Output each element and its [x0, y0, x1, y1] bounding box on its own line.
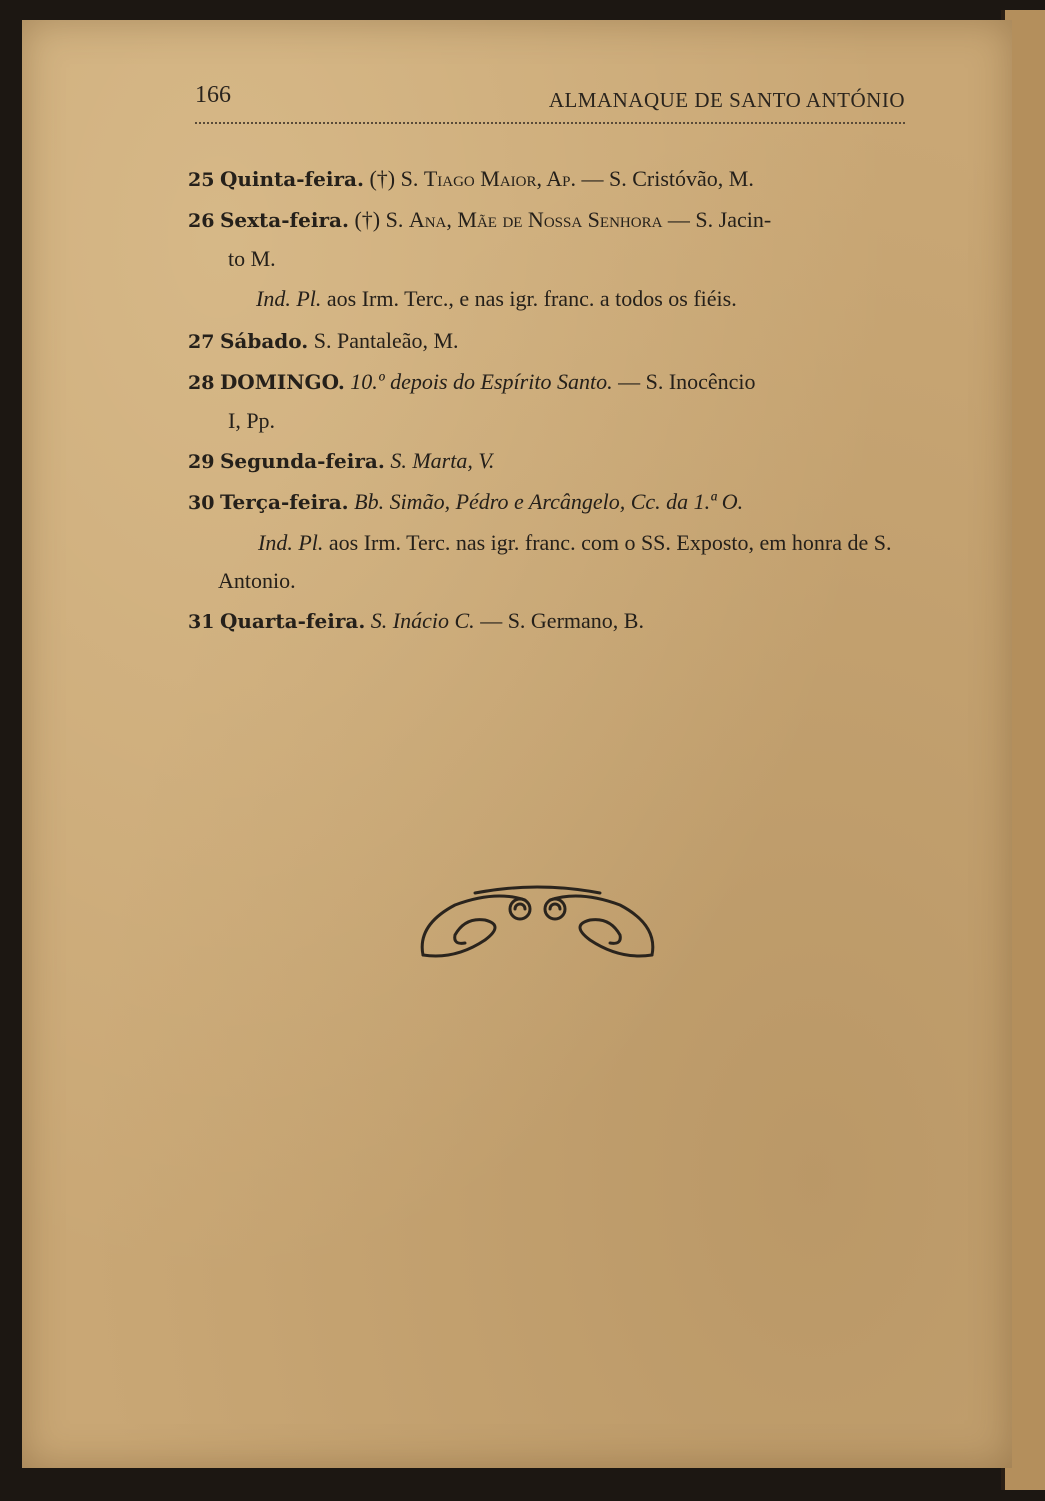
entry-date: 28	[188, 372, 215, 394]
entry-weekday: Sexta-feira.	[219, 208, 349, 232]
entry-saints: — S. Cristóvão, M.	[576, 166, 754, 191]
entry-dagger: (†) S.	[354, 207, 409, 232]
entry-weekday: DOMINGO.	[219, 370, 345, 394]
calendar-entry-31	[188, 602, 908, 641]
entry-saints: S. Pantaleão, M.	[308, 328, 459, 353]
entry-saints: — S. Jacin-	[662, 207, 772, 232]
calendar-entry-25	[188, 160, 908, 199]
entry-weekday: Quarta-feira.	[219, 609, 366, 633]
entry-date: 26	[188, 210, 215, 232]
entry-continuation: I, Pp.	[228, 408, 276, 433]
entry-weekday: Segunda-feira.	[219, 449, 385, 473]
entry-feast: S. Inácio C.	[365, 608, 475, 633]
running-title: ALMANAQUE DE SANTO ANTÓNIO	[548, 88, 905, 112]
calendar-entry-29	[188, 442, 908, 481]
calendar-entry-26	[188, 201, 908, 278]
entry-date: 30	[188, 492, 215, 514]
scroll-flourish-icon	[415, 885, 660, 965]
entry-dagger: (†) S.	[369, 166, 424, 191]
entry-feast: Ana, Mãe de Nossa Senhora	[408, 207, 663, 232]
note-abbrev: Ind. Pl.	[256, 286, 322, 311]
entry-weekday: Quinta-feira.	[219, 167, 364, 191]
entry-feast: Bb. Simão, Pédro e Arcângelo, Cc. da 1.ª O.	[348, 489, 744, 514]
calendar-entry-28	[188, 363, 908, 440]
entry-feast: S. Marta, V.	[384, 448, 495, 473]
entry-date: 25	[188, 169, 215, 191]
indulgence-note	[188, 524, 908, 600]
calendar-entry-27	[188, 322, 908, 361]
note-text: aos Irm. Terc. nas igr. franc. com o SS. Exposto, em honra de S. Antonio.	[218, 530, 892, 593]
page-header	[195, 82, 905, 124]
entry-continuation: to M.	[228, 246, 276, 271]
note-abbrev: Ind. Pl.	[258, 530, 324, 555]
entry-date: 31	[188, 611, 215, 633]
entry-saints: — S. Germano, B.	[474, 608, 644, 633]
entry-feast: Tiago Maior, Ap.	[423, 166, 577, 191]
note-text: aos Irm. Terc., e nas igr. franc. a todos os fiéis.	[321, 286, 737, 311]
calendar-entry-30	[188, 483, 908, 522]
indulgence-note	[188, 280, 908, 318]
calendar-entries	[188, 160, 908, 643]
entry-feast: 10.º depois do Espírito Santo.	[344, 369, 613, 394]
entry-date: 27	[188, 331, 215, 353]
entry-date: 29	[188, 451, 215, 473]
entry-weekday: Terça-feira.	[219, 490, 349, 514]
page-number: 166	[195, 82, 231, 108]
entry-weekday: Sábado.	[219, 329, 309, 353]
entry-saints: — S. Inocêncio	[612, 369, 756, 394]
